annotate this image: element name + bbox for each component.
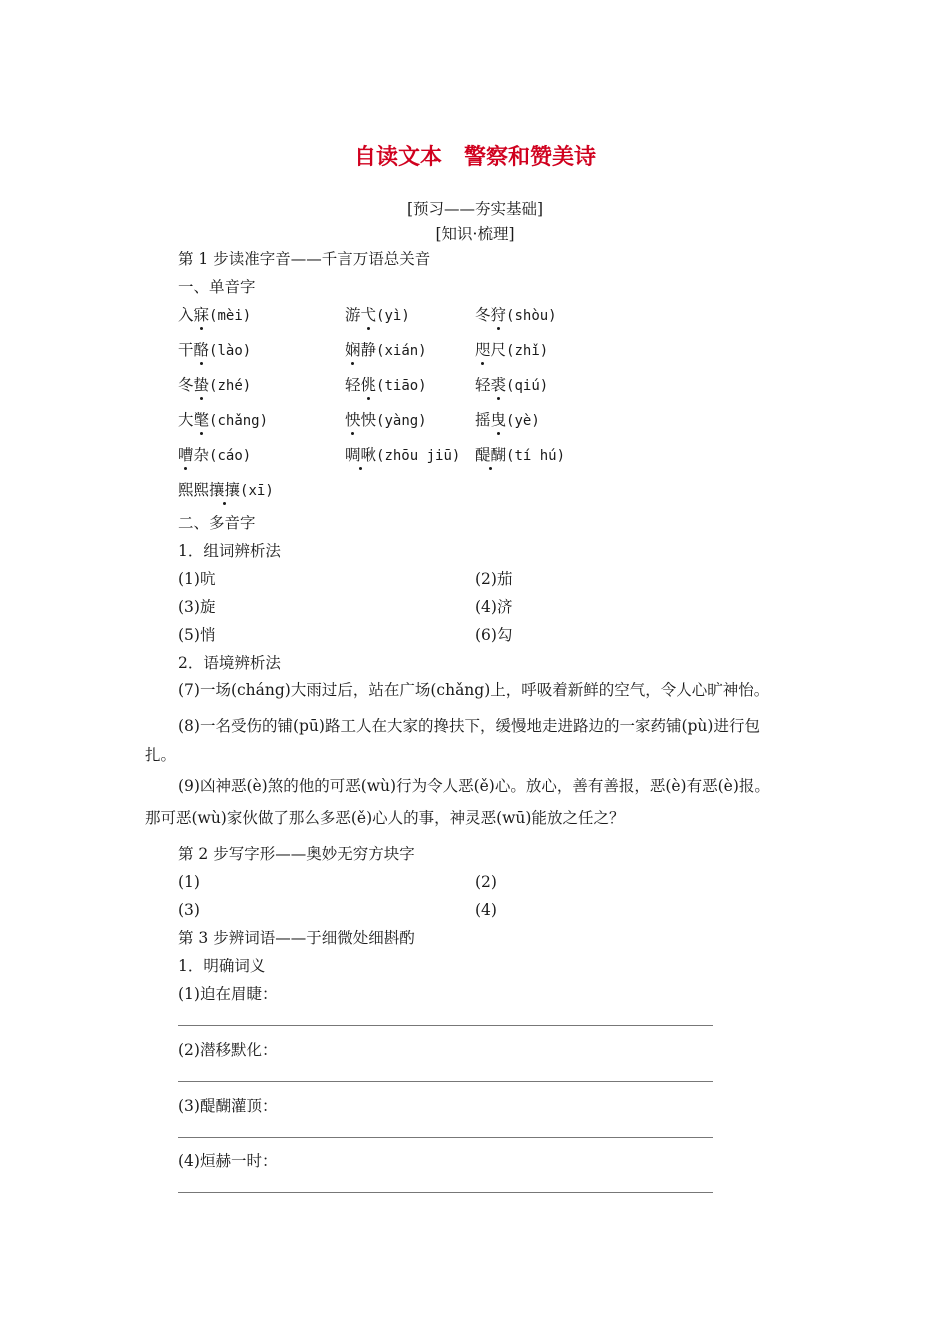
pinyin: (tiāo): [376, 378, 427, 394]
target-character: 酪: [193, 341, 210, 359]
pinyin: (yàng): [376, 413, 427, 429]
word-part: 冬: [178, 376, 194, 394]
target-character: 氅: [193, 411, 210, 429]
multi-item: (1)吭: [178, 570, 216, 588]
target-character: 蛰: [193, 376, 210, 394]
page-title: 自读文本 警察和赞美诗: [353, 145, 596, 170]
shape-item: (2): [475, 873, 497, 891]
target-character: 嘈: [178, 446, 194, 464]
single-sound-item: [178, 340, 251, 361]
target-character: 佻: [360, 376, 377, 394]
sentence-9: (9)凶神恶(è)煞的他的可恶(wù)行为令人恶(ě)心。放心，善有善报，恶(è)有恶(è)报。: [178, 777, 770, 795]
target-character: 曳: [490, 411, 507, 429]
word-part: 干: [178, 341, 194, 359]
pinyin: (yè): [506, 413, 540, 429]
single-sound-item: [178, 375, 251, 396]
target-character: 寐: [193, 306, 210, 324]
method-1-heading: 1．组词辨析法: [178, 542, 281, 560]
single-sound-item: [475, 340, 548, 361]
single-sound-item: [178, 410, 268, 431]
multi-item: (4)济: [475, 598, 513, 616]
answer-line: [178, 1137, 713, 1138]
word-part: 怏: [360, 411, 377, 429]
step3-heading: 第 3 步辨词语——于细微处细斟酌: [178, 929, 415, 947]
word-part: 静: [360, 341, 377, 359]
single-sound-item: [178, 480, 274, 501]
single-sound-item: [475, 410, 540, 431]
word-part: 摇: [475, 411, 491, 429]
pinyin: (shòu): [506, 308, 557, 324]
sentence-8-continued: 扎。: [145, 746, 177, 764]
pinyin: (tí hú): [506, 448, 566, 464]
target-character: 弋: [360, 306, 377, 324]
word-item: (4)烜赫一时：: [178, 1152, 278, 1170]
pinyin: (lào): [209, 343, 252, 359]
shape-item: (3): [178, 901, 200, 919]
target-character: 醍醐: [475, 446, 507, 464]
sentence-8: (8)一名受伤的铺(pū)路工人在大家的搀扶下，缓慢地走进路边的一家药铺(pù)进行包: [178, 717, 760, 735]
target-character: 怏: [345, 411, 361, 429]
word-part: 杂: [193, 446, 210, 464]
multi-sound-heading: 二、多音字: [178, 514, 256, 532]
word-part: 熙熙: [178, 481, 210, 499]
target-character: 娴: [345, 341, 361, 359]
pinyin: (cáo): [209, 448, 252, 464]
single-sound-item: [345, 305, 410, 326]
pinyin: (yì): [376, 308, 410, 324]
word-item: (1)迫在眉睫：: [178, 985, 278, 1003]
answer-line: [178, 1025, 713, 1026]
pinyin: (zhé): [209, 378, 252, 394]
target-character: 啁啾: [345, 446, 377, 464]
shape-item: (1): [178, 873, 200, 891]
multi-item: (6)勾: [475, 626, 513, 644]
word-part: 大: [178, 411, 194, 429]
target-character: 狩: [490, 306, 507, 324]
method-2-heading: 2．语境辨析法: [178, 654, 281, 672]
word-part: 游: [345, 306, 361, 324]
multi-item: (2)茄: [475, 570, 513, 588]
shape-item: (4): [475, 901, 497, 919]
word-item: (2)潜移默化：: [178, 1041, 278, 1059]
pinyin: (xián): [376, 343, 427, 359]
section-header-knowledge: [知识·梳理]: [435, 225, 515, 243]
sentence-7: (7)一场(cháng)大雨过后，站在广场(chǎng)上，呼吸着新鲜的空气，令人心旷神怡。: [178, 681, 770, 699]
target-character: 咫: [475, 341, 491, 359]
word-meaning-heading: 1．明确词义: [178, 957, 266, 975]
single-sound-item: [475, 305, 557, 326]
single-sound-item: [345, 445, 460, 466]
word-part: 轻: [475, 376, 491, 394]
answer-line: [178, 1192, 713, 1193]
step2-heading: 第 2 步写字形——奥妙无穷方块字: [178, 845, 415, 863]
multi-item: (3)旋: [178, 598, 216, 616]
word-item: (3)醍醐灌顶：: [178, 1097, 278, 1115]
answer-line: [178, 1081, 713, 1082]
word-part: 冬: [475, 306, 491, 324]
single-sound-item: [345, 375, 427, 396]
pinyin: (zhōu jiū): [376, 448, 461, 464]
single-sound-heading: 一、单音字: [178, 278, 256, 296]
pinyin: (xī): [240, 483, 274, 499]
word-part: 入: [178, 306, 194, 324]
pinyin: (chǎng): [209, 413, 269, 429]
target-character: 裘: [490, 376, 507, 394]
word-part: 尺: [490, 341, 507, 359]
single-sound-item: [475, 445, 565, 466]
step1-heading: 第 1 步读准字音——千言万语总关音: [178, 250, 431, 268]
section-header-preview: [预习——夯实基础]: [406, 200, 544, 218]
multi-item: (5)悄: [178, 626, 216, 644]
single-sound-item: [345, 340, 427, 361]
single-sound-item: [475, 375, 548, 396]
target-character: 攘攘: [209, 481, 241, 499]
single-sound-item: [345, 410, 427, 431]
pinyin: (zhǐ): [506, 343, 549, 359]
single-sound-item: [178, 445, 251, 466]
pinyin: (mèi): [209, 308, 252, 324]
sentence-9-continued: 那可恶(wù)家伙做了那么多恶(ě)心人的事，神灵恶(wū)能放之任之？: [145, 809, 625, 827]
single-sound-item: [178, 305, 251, 326]
pinyin: (qiú): [506, 378, 549, 394]
word-part: 轻: [345, 376, 361, 394]
